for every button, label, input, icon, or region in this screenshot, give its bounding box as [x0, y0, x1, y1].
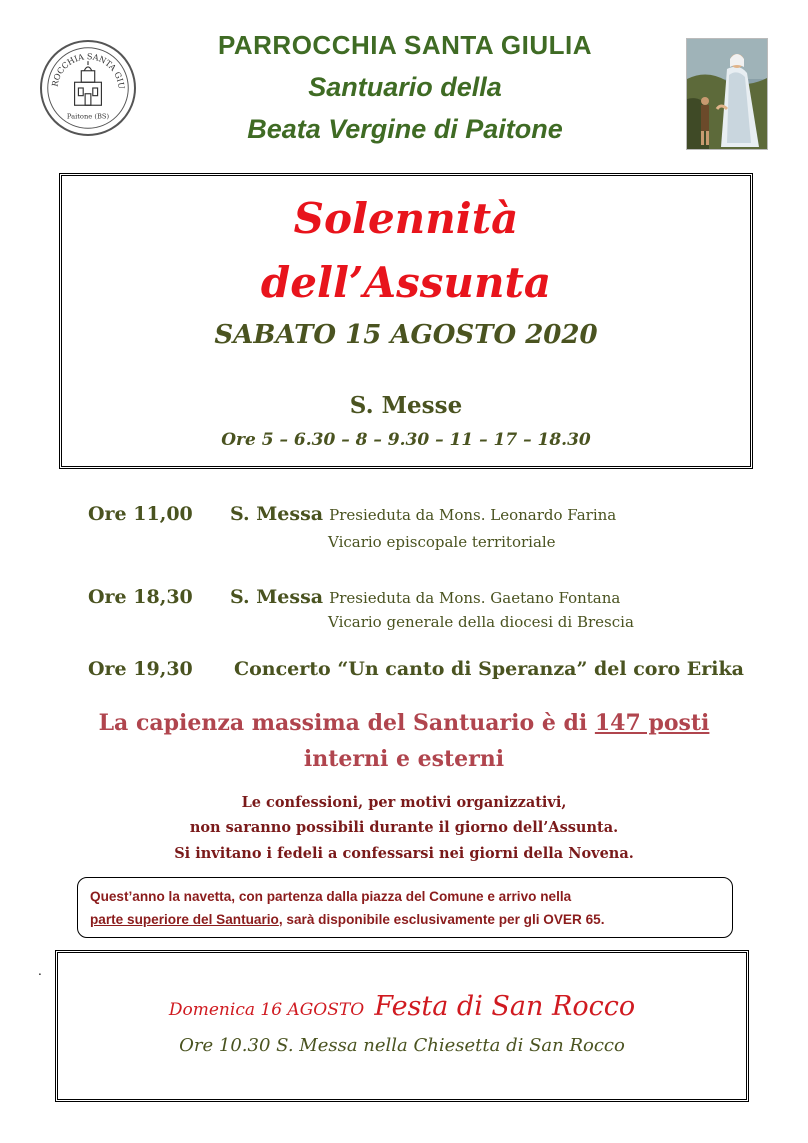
- schedule-time: Ore 18,30: [88, 586, 193, 608]
- concert-event: Concerto “Un canto di Speranza” del coro Erika: [234, 658, 744, 680]
- san-rocco-date: Domenica 16 AGOSTO: [168, 1000, 365, 1020]
- sanctuary-line: Santuario della: [308, 72, 502, 102]
- schedule-event-title: S. Messa: [230, 503, 324, 525]
- seal-bottom-text: Paitone (BS): [66, 112, 110, 121]
- shuttle-line2: [90, 908, 720, 931]
- event-title-line2: dell’Assunta: [260, 258, 552, 307]
- san-rocco-mass: Ore 10.30 S. Messa nella Chiesetta di San Rocco: [179, 1035, 625, 1056]
- religious-painting: [686, 38, 768, 150]
- parish-name: PARROCCHIA SANTA GIULIA: [217, 30, 593, 60]
- stray-dot: .: [38, 964, 42, 978]
- schedule-detail: Presieduta da Mons. Gaetano Fontana: [329, 589, 621, 607]
- schedule-detail: Presieduta da Mons. Leonardo Farina: [329, 506, 617, 524]
- sanctuary-name: Beata Vergine di Paitone: [247, 114, 563, 144]
- shuttle-line1: Quest’anno la navetta, con partenza dalla piazza del Comune e arrivo nella: [90, 889, 572, 904]
- capacity-line1: [0, 710, 808, 736]
- san-rocco-box: [55, 950, 749, 1102]
- schedule-event: [230, 503, 616, 525]
- shuttle-notice: [77, 877, 733, 938]
- capacity-number: 147 posti: [594, 710, 710, 736]
- schedule-event-title: S. Messa: [230, 586, 324, 608]
- san-rocco-heading: [58, 991, 746, 1022]
- schedule-time: Ore 19,30: [88, 658, 193, 680]
- schedule-sub: Vicario episcopale territoriale: [328, 533, 556, 551]
- event-title-line1: Solennità: [293, 194, 519, 243]
- schedule-time: Ore 11,00: [88, 503, 193, 525]
- confessions-line1: Le confessioni, per motivi organizzativi,: [241, 794, 567, 811]
- schedule-event: [230, 586, 620, 608]
- schedule-sub: Vicario generale della diocesi di Brescia: [328, 613, 634, 631]
- main-event-box: [59, 173, 753, 469]
- masses-hours: Ore 5 – 6.30 – 8 – 9.30 – 11 – 17 – 18.30: [221, 430, 591, 450]
- shuttle-location: parte superiore del Santuario: [90, 912, 279, 927]
- san-rocco-title: Festa di San Rocco: [374, 991, 636, 1022]
- capacity-line2: interni e esterni: [303, 746, 505, 772]
- parish-seal: [40, 40, 136, 136]
- confessions-line3: Si invitano i fedeli a confessarsi nei giorni della Novena.: [174, 845, 634, 862]
- confessions-line2: non saranno possibili durante il giorno dell’Assunta.: [189, 819, 619, 836]
- seal-text: ROCCHIA SANTA GIU: [49, 51, 127, 90]
- masses-label: S. Messe: [349, 392, 463, 419]
- capacity-prefix: La capienza massima del Santuario è di: [98, 710, 595, 736]
- shuttle-rest: , sarà disponibile esclusivamente per gli OVER 65.: [278, 912, 605, 927]
- event-date: SABATO 15 AGOSTO 2020: [214, 320, 598, 350]
